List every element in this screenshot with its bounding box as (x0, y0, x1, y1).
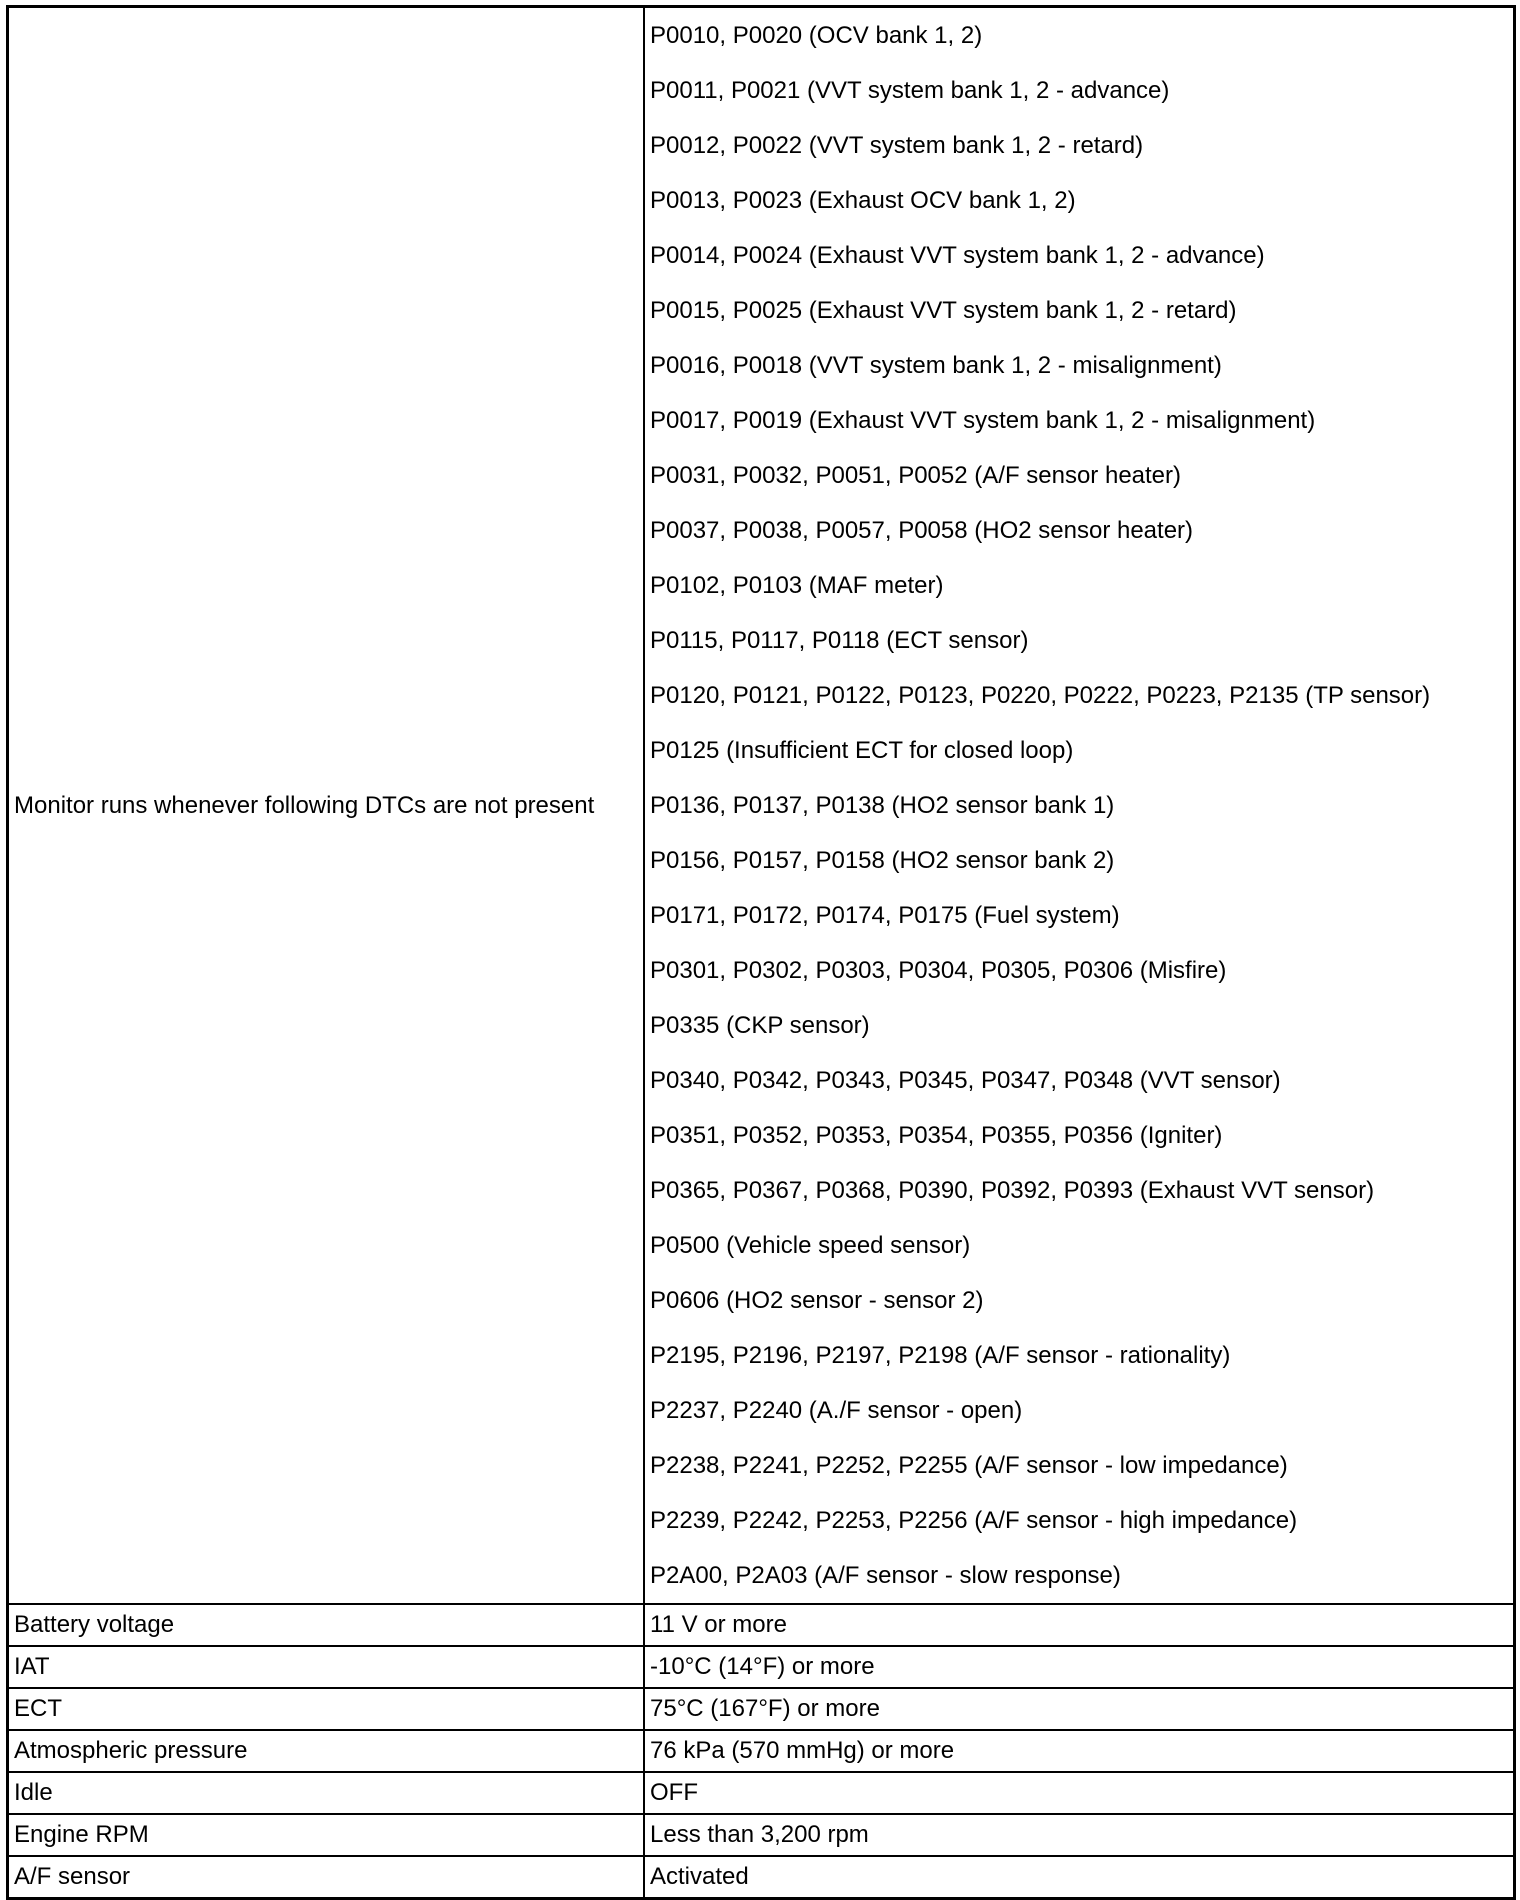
condition-row (8, 1688, 1515, 1730)
condition-value: 76 kPa (570 mmHg) or more (644, 1730, 1515, 1772)
condition-value: OFF (644, 1772, 1515, 1814)
condition-value: Activated (644, 1856, 1515, 1899)
dtc-list-item: P0136, P0137, P0138 (HO2 sensor bank 1) (650, 792, 1115, 819)
dtc-list-item: P0017, P0019 (Exhaust VVT system bank 1, 2 - misalignment) (650, 407, 1316, 434)
condition-label: ECT (8, 1688, 645, 1730)
dtc-list-item: P2195, P2196, P2197, P2198 (A/F sensor - rationality) (650, 1342, 1231, 1369)
monitor-label-cell: Monitor runs whenever following DTCs are not present (8, 7, 645, 1605)
dtc-list-item: P0115, P0117, P0118 (ECT sensor) (650, 627, 1029, 654)
dtc-list-item: P0301, P0302, P0303, P0304, P0305, P0306 (Misfire) (650, 957, 1227, 984)
dtc-list-item: P0015, P0025 (Exhaust VVT system bank 1, 2 - retard) (650, 297, 1237, 324)
table-body (8, 7, 1515, 1899)
dtc-list-item: P0171, P0172, P0174, P0175 (Fuel system) (650, 902, 1120, 929)
dtc-list-item: P0012, P0022 (VVT system bank 1, 2 - retard) (650, 132, 1144, 159)
dtc-list-item: P0120, P0121, P0122, P0123, P0220, P0222, P0223, P2135 (TP sensor) (650, 682, 1431, 709)
monitor-conditions-table (6, 5, 1516, 1900)
dtc-list-item: P0365, P0367, P0368, P0390, P0392, P0393 (Exhaust VVT sensor) (650, 1177, 1375, 1204)
dtc-list-item: P0500 (Vehicle speed sensor) (650, 1232, 971, 1259)
dtc-list-item: P0351, P0352, P0353, P0354, P0355, P0356 (Igniter) (650, 1122, 1223, 1149)
condition-label: Atmospheric pressure (8, 1730, 645, 1772)
dtc-list-item: P0125 (Insufficient ECT for closed loop) (650, 737, 1074, 764)
condition-row (8, 1772, 1515, 1814)
condition-label: Idle (8, 1772, 645, 1814)
dtc-list-item: P0102, P0103 (MAF meter) (650, 572, 944, 599)
condition-value: 75°C (167°F) or more (644, 1688, 1515, 1730)
condition-value: 11 V or more (644, 1604, 1515, 1646)
dtc-row (8, 7, 1515, 1605)
dtc-list-item: P2A00, P2A03 (A/F sensor - slow response) (650, 1562, 1121, 1589)
dtc-list-item: P0010, P0020 (OCV bank 1, 2) (650, 22, 983, 49)
dtc-list-item: P2238, P2241, P2252, P2255 (A/F sensor - low impedance) (650, 1452, 1288, 1479)
dtc-list-item: P0011, P0021 (VVT system bank 1, 2 - advance) (650, 77, 1170, 104)
condition-value: Less than 3,200 rpm (644, 1814, 1515, 1856)
condition-label: Engine RPM (8, 1814, 645, 1856)
condition-row (8, 1604, 1515, 1646)
dtc-list-item: P0335 (CKP sensor) (650, 1012, 870, 1039)
dtc-list-item: P0014, P0024 (Exhaust VVT system bank 1, 2 - advance) (650, 242, 1265, 269)
condition-row (8, 1730, 1515, 1772)
condition-label: A/F sensor (8, 1856, 645, 1899)
dtc-list-item: P0037, P0038, P0057, P0058 (HO2 sensor heater) (650, 517, 1194, 544)
dtc-list-item: P0606 (HO2 sensor - sensor 2) (650, 1287, 984, 1314)
dtc-list-item: P0013, P0023 (Exhaust OCV bank 1, 2) (650, 187, 1076, 214)
dtc-list-item: P0031, P0032, P0051, P0052 (A/F sensor heater) (650, 462, 1182, 489)
dtc-list-item: P0340, P0342, P0343, P0345, P0347, P0348 (VVT sensor) (650, 1067, 1281, 1094)
dtc-list-cell (644, 7, 1515, 1605)
condition-row (8, 1814, 1515, 1856)
condition-value: -10°C (14°F) or more (644, 1646, 1515, 1688)
dtc-list-item: P2237, P2240 (A./F sensor - open) (650, 1397, 1023, 1424)
dtc-list-item: P0156, P0157, P0158 (HO2 sensor bank 2) (650, 847, 1115, 874)
condition-row (8, 1856, 1515, 1899)
condition-label: IAT (8, 1646, 645, 1688)
dtc-list-item: P2239, P2242, P2253, P2256 (A/F sensor - high impedance) (650, 1507, 1298, 1534)
dtc-list-item: P0016, P0018 (VVT system bank 1, 2 - misalignment) (650, 352, 1222, 379)
condition-label: Battery voltage (8, 1604, 645, 1646)
condition-row (8, 1646, 1515, 1688)
